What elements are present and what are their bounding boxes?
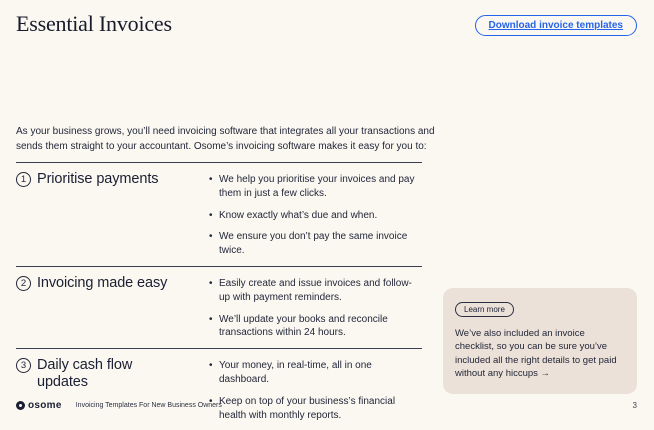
bullet-item: • Know exactly what’s due and when.	[207, 209, 422, 223]
osome-logo-text: osome	[28, 399, 62, 411]
sections-list	[16, 162, 422, 430]
page-number: 3	[632, 400, 637, 410]
callout-text: We’ve also included an invoice checklist, so you can be sure you’ve included all the right details to get paid without any hiccups →	[455, 328, 617, 380]
checklist-callout-card	[443, 288, 637, 394]
osome-logo	[16, 400, 62, 411]
footer	[0, 397, 654, 413]
section-heading: Invoicing made easy	[37, 274, 168, 291]
intro-text: As your business grows, you’ll need invoicing software that integrates all your transactions and sends them straight to your accountant. Osome’s invoicing software makes it easy for you to:	[16, 126, 435, 152]
osome-logo-icon	[16, 401, 25, 410]
footer-doc-title: Invoicing Templates For New Business Owners	[75, 401, 222, 409]
section-bullets-col	[207, 357, 422, 430]
section-heading-col	[16, 275, 207, 348]
section-number-badge: 3	[16, 358, 31, 373]
bullet-item: • Keep on top of your business’s financial health with monthly reports.	[207, 395, 422, 423]
section-heading: Daily cash flow updates	[37, 357, 133, 391]
bullet-item: • We help you prioritise your invoices and pay them in just a few clicks.	[207, 173, 422, 201]
section-row-daily-cash-flow-updates	[16, 348, 422, 430]
download-invoice-templates-button[interactable]: Download invoice templates	[475, 15, 637, 36]
bullet-item: • Easily create and issue invoices and follow-up with payment reminders.	[207, 277, 422, 305]
page-title: Essential Invoices	[16, 11, 172, 36]
bullet-item: • We ensure you don’t pay the same invoice twice.	[207, 230, 422, 258]
section-heading: Prioritise payments	[37, 171, 159, 187]
section-row-invoicing-made-easy	[16, 266, 422, 348]
bullet-item: • We’ll update your books and reconcile transactions within 24 hours.	[207, 313, 422, 341]
section-number-badge: 2	[16, 276, 31, 291]
section-heading-col	[16, 171, 207, 266]
section-bullets-col	[207, 275, 422, 348]
section-row-prioritise-payments	[16, 162, 422, 266]
bullet-item: • Your money, in real-time, all in one dashboard.	[207, 359, 422, 387]
section-heading-col	[16, 357, 207, 430]
section-number-badge: 1	[16, 172, 31, 187]
section-bullets-col	[207, 171, 422, 266]
learn-more-button[interactable]: Learn more	[455, 302, 514, 317]
